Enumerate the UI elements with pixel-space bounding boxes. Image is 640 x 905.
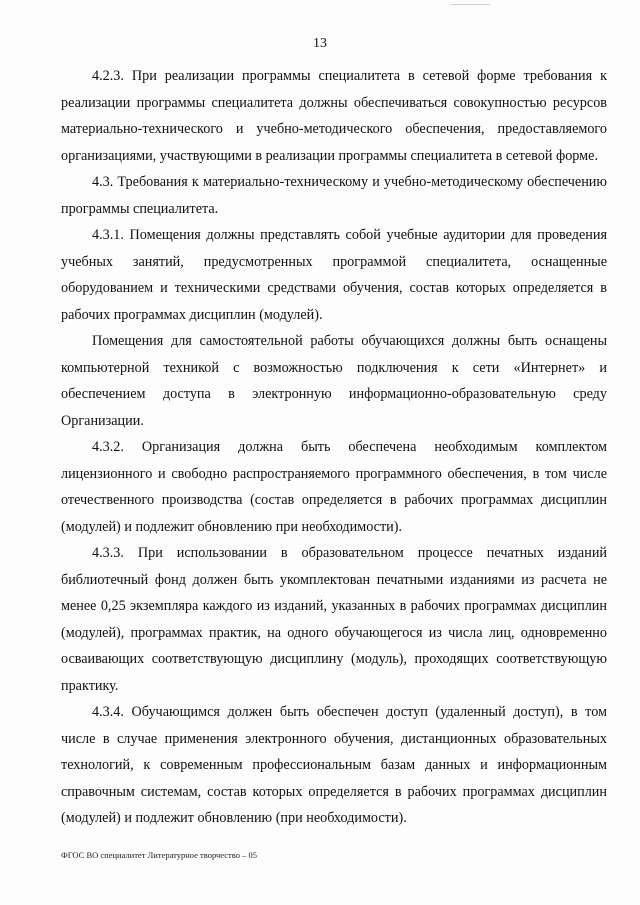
document-body bbox=[61, 63, 607, 832]
paragraph-4-3-2: 4.3.2. Организация должна быть обеспечена необходимым комплектом лицензионного и свободно распространяемого программного обеспечения, в том числе отечественного производства (состав определяется в рабочих программах дисциплин (модулей) и подлежит обновлению при необходимости). bbox=[61, 439, 607, 535]
paragraph-4-3: 4.3. Требования к материально-техническому и учебно-методическому обеспечению программы специалитета. bbox=[61, 174, 607, 217]
paragraph-4-3-3: 4.3.3. При использовании в образовательном процессе печатных изданий библиотечный фонд должен быть укомплектован печатными изданиями из расчета не менее 0,25 экземпляра каждого из изданий, указанных в рабочих программах дисциплин (модулей), программах практик, на одного обучающегося из числа лиц, одновременно осваивающих соответствующую дисциплину (модуль), проходящих соответствующую практику. bbox=[61, 545, 607, 694]
paragraph-4-3-1: 4.3.1. Помещения должны представлять собой учебные аудитории для проведения учебных занятий, предусмотренных программой специалитета, оснащенные оборудованием и техническими средствами обучения, состав которых определяется в рабочих программах дисциплин (модулей). bbox=[61, 227, 607, 323]
paragraph-4-2-3: 4.2.3. При реализации программы специалитета в сетевой форме требования к реализации программы специалитета должны обеспечиваться совокупностью ресурсов материально-технического и учебно-методического обеспечения, предоставляемого организациями, участвующими в реализации программы специалитета в сетевой форме. bbox=[61, 68, 607, 164]
paragraph-self-study-rooms: Помещения для самостоятельной работы обучающихся должны быть оснащены компьютерной техникой с возможностью подключения к сети «Интернет» и обеспечением доступа в электронную информационно-образовательную среду Организации. bbox=[61, 333, 607, 429]
page-footer: ФГОС ВО специалитет Литературное творчество – 05 bbox=[61, 850, 257, 860]
page-number: 13 bbox=[313, 36, 327, 51]
paragraph-4-3-4: 4.3.4. Обучающимся должен быть обеспечен доступ (удаленный доступ), в том числе в случае применения электронного обучения, дистанционных образовательных технологий, к современным профессиональным базам данных и информационным справочным системам, состав которых определяется в рабочих программах дисциплин (модулей) и подлежит обновлению (при необходимости). bbox=[61, 704, 607, 826]
scan-mark bbox=[450, 4, 490, 11]
